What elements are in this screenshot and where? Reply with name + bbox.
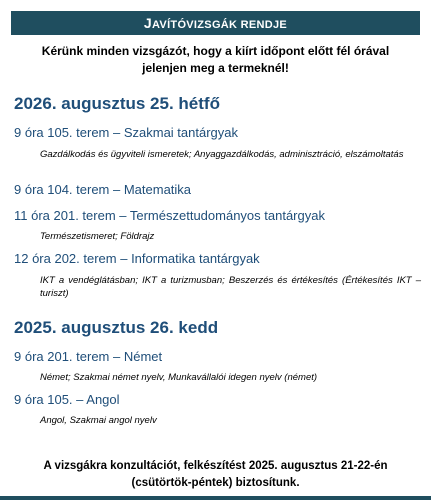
day-1-session-1-heading: 9 óra 105. terem – Szakmai tantárgyak [14,125,239,140]
day-1-session-4-heading: 12 óra 202. terem – Informatika tantárgyak [14,251,260,266]
day-2-date: 2025. augusztus 26. kedd [14,318,219,337]
title-text: AVÍTÓVIZSGÁK RENDJE [152,19,288,31]
day-1-session-3-heading: 11 óra 201. terem – Természettudományos tantárgyak [14,208,325,223]
day-2-session-2-subjects: Angol, Szakmai angol nyelv [40,415,157,426]
consultation-note: A vizsgákra konzultációt, felkészítést 2025. augusztus 21-22-én (csütörtök-péntek) biztosítunk. [43,460,388,489]
day-1-session-3-subjects: Természetismeret; Földrajz [40,231,155,242]
title-banner [11,11,420,35]
day-1-date: 2026. augusztus 25. hétfő [14,94,220,113]
day-2-session-2-heading: 9 óra 105. – Angol [14,392,120,407]
day-2-session-1-subjects: Német; Szakmai német nyelv, Munkavállalói idegen nyelv (német) [40,372,318,383]
day-1-session-1-subjects: Gazdálkodás és ügyviteli ismeretek; Anyaggazdálkodás, adminisztráció, elszámoltatás [40,149,404,160]
day-1-session-2-heading: 9 óra 104. terem – Matematika [14,182,192,197]
title-initial: J [143,15,152,31]
bottom-rule [0,496,431,500]
day-1-session-4-subjects: IKT a vendéglátásban; IKT a turizmusban; Beszerzés és értékesítés (Értékesítés IKT – turiszt) [40,275,421,299]
day-2-session-1-heading: 9 óra 201. terem – Német [14,349,163,364]
intro-notice: Kérünk minden vizsgázót, hogy a kiírt időpont előtt fél órával jelenjen meg a termeknél! [41,44,390,75]
